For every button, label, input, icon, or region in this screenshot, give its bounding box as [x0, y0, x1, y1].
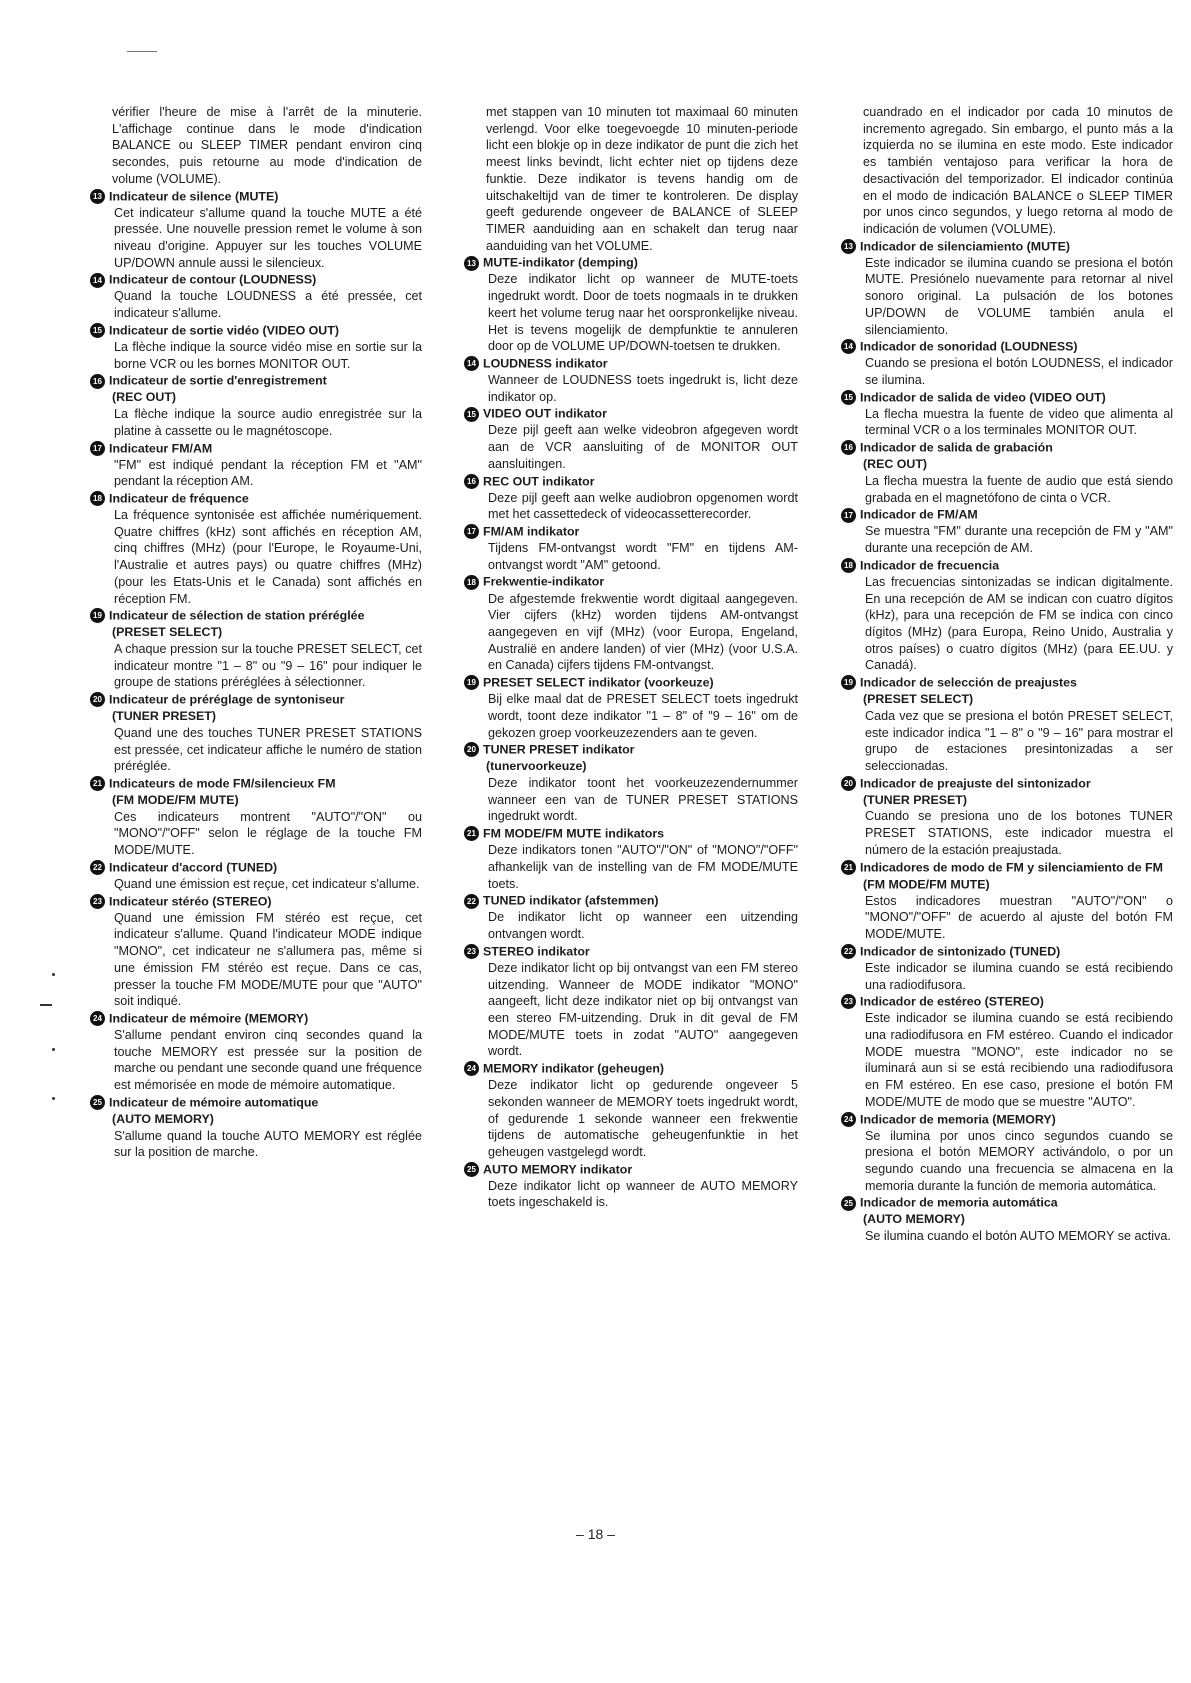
- indicator-description: De indikator licht op wanneer een uitzending ontvangen wordt.: [488, 910, 798, 942]
- item-number-badge: 21: [841, 860, 856, 875]
- indicator-title: Indicateur de mémoire automatique: [109, 1095, 319, 1110]
- indicator-description: "FM" est indiqué pendant la réception FM et "AM" pendant la réception AM.: [114, 457, 422, 489]
- column-intro: vérifier l'heure de mise à l'arrêt de la minuterie. L'affichage continue dans le mode d'indication BALANCE ou SLEEP TIMER pendant environ cinq secondes, puis retourne au mode d'indication de volume (VOLUME).: [112, 105, 422, 186]
- column-spanish: [844, 104, 1173, 1245]
- item-number-badge: 14: [464, 356, 479, 371]
- item-number-badge: 20: [464, 742, 479, 757]
- indicator-item: [844, 238, 1173, 339]
- item-number-badge: 24: [464, 1061, 479, 1076]
- indicator-description: S'allume pendant environ cinq secondes quand la touche MEMORY est pressée sur la position de marche ou pendant une seconde quand une fréquence est mémorisée en mode de mémoire automatique.: [114, 1027, 422, 1093]
- scan-mark: [52, 1097, 55, 1100]
- indicator-item: [467, 1060, 798, 1161]
- indicator-title-line2: (FM MODE/FM MUTE): [112, 793, 239, 808]
- indicator-title: Indicador de memoria (MEMORY): [860, 1111, 1056, 1126]
- indicator-item: [844, 775, 1173, 859]
- indicator-title: FM/AM indikator: [483, 524, 580, 539]
- item-number-badge: 20: [90, 692, 105, 707]
- indicator-item: [93, 1010, 422, 1094]
- indicator-description: Las frecuencias sintonizadas se indican digitalmente. En una recepción de AM se indican con cuatro dígitos (kHz), para una recepción de FM se indica con cinco dígitos (MHz) (para Europa, Reino Unido, Australia y otros países) o cuatro dígitos (MHz) (para EE.UU. y Canadá).: [865, 574, 1173, 673]
- indicator-title: AUTO MEMORY indikator: [483, 1161, 633, 1176]
- indicator-description: Deze indikator licht op bij ontvangst van een FM stereo uitzending. Wanneer de MODE indikator "MONO" aangeeft, licht deze indikator niet op bij ontvangst van een stereo FM-uitzending. Druk in dit geval de FM MODE/MUTE toets in zodat "AUTO" aangegeven wordt.: [488, 960, 798, 1059]
- indicator-heading: [93, 1094, 422, 1128]
- indicator-item: [467, 741, 798, 825]
- indicator-title: Indicador de sonoridad (LOUDNESS): [860, 339, 1078, 354]
- indicator-heading: [467, 355, 798, 372]
- indicator-item: [844, 1194, 1173, 1244]
- indicator-description: Ces indicateurs montrent "AUTO"/"ON" ou "MONO"/"OFF" selon le réglage de la touche FM MODE/MUTE.: [114, 809, 422, 858]
- item-number-badge: 18: [464, 575, 479, 590]
- indicator-title: Indicador de selección de preajustes: [860, 675, 1077, 690]
- indicator-title: Indicador de frecuencia: [860, 558, 1000, 573]
- item-number-badge: 14: [90, 273, 105, 288]
- indicator-item: [93, 859, 422, 893]
- indicator-item: [93, 691, 422, 775]
- item-number-badge: 23: [464, 944, 479, 959]
- indicator-heading: [93, 1010, 422, 1027]
- indicator-heading: [844, 775, 1173, 809]
- page-number: – 18 –: [576, 1526, 615, 1542]
- indicator-description: A chaque pression sur la touche PRESET SELECT, cet indicateur montre "1 – 8" ou "9 – 16" pour indiquer le groupe de stations préréglées à sélectionner.: [114, 642, 422, 690]
- scan-mark: [40, 1004, 52, 1006]
- indicator-title: REC OUT indikator: [483, 473, 595, 488]
- item-number-badge: 15: [841, 390, 856, 405]
- indicator-title: Indicateur stéréo (STEREO): [109, 894, 272, 908]
- indicator-title: TUNED indikator (afstemmen): [483, 893, 659, 908]
- indicator-item: [467, 892, 798, 942]
- indicator-title: Indicateur de mémoire (MEMORY): [109, 1011, 309, 1026]
- column-intro: met stappen van 10 minuten tot maximaal 60 minuten verlengd. Voor elke toegevoegde 10 minuten-periode licht een blokje op in deze indikator de punt die zich het meest links bevindt, licht echter niet op tijdens deze funktie. Deze indikator is tevens handig om de uitschakeltijd van de timer te kontroleren. De display geeft gedurende ongeveer de BALANCE of SLEEP TIMER aanduiding aan en schakelt dan terug naar aanduiding van het VOLUME.: [486, 105, 798, 253]
- indicator-heading: [93, 775, 422, 809]
- indicator-heading: [844, 389, 1173, 406]
- indicator-title: Indicateur d'accord (TUNED): [109, 860, 278, 875]
- item-number-badge: 20: [841, 776, 856, 791]
- indicator-description: Deze indikator licht op gedurende ongeveer 5 sekonden wanneer de MEMORY toets ingedrukt wordt, of gedurende 1 sekonde wanneer een frekwentie tijdens de automatische geheugenfunktie in het geheugen vastgelegd wordt.: [488, 1078, 798, 1159]
- item-number-badge: 13: [90, 189, 105, 204]
- item-number-badge: 15: [464, 407, 479, 422]
- indicator-title: Indicador de silenciamiento (MUTE): [860, 238, 1070, 253]
- indicator-description: Tijdens FM-ontvangst wordt "FM" en tijdens AM-ontvangst wordt "AM" getoond.: [488, 541, 798, 572]
- indicator-item: [844, 439, 1173, 506]
- indicator-description: Deze indikator licht op wanneer de AUTO MEMORY toets ingeschakeld is.: [488, 1178, 798, 1210]
- indicator-description: Deze pijl geeft aan welke videobron afgegeven wordt aan de VCR aansluiting of de MONITOR OUT aansluitingen.: [488, 423, 798, 471]
- indicator-description: Deze indikators tonen "AUTO"/"ON" of "MONO"/"OFF" afhankelijk van de instelling van de FM MODE/MUTE toets.: [488, 843, 798, 891]
- indicator-heading: [467, 1161, 798, 1178]
- indicator-heading: [467, 674, 798, 691]
- indicator-title-line2: (PRESET SELECT): [863, 692, 974, 707]
- indicator-heading: [93, 691, 422, 725]
- item-number-badge: 13: [464, 256, 479, 271]
- indicator-item: [93, 775, 422, 859]
- indicator-description: Este indicador se ilumina cuando se está recibiendo una radiodifusora.: [865, 960, 1173, 992]
- indicator-item: [844, 506, 1173, 556]
- indicator-item: [844, 338, 1173, 388]
- indicator-title-line2: (TUNER PRESET): [112, 709, 216, 724]
- indicator-heading: [467, 254, 798, 271]
- indicator-item: [93, 322, 422, 372]
- indicator-heading: [93, 490, 422, 507]
- item-number-badge: 18: [90, 491, 105, 506]
- item-number-badge: 23: [841, 994, 856, 1009]
- item-number-badge: 25: [464, 1162, 479, 1177]
- indicator-title-line2: (tunervoorkeuze): [486, 759, 587, 774]
- item-number-badge: 19: [464, 675, 479, 690]
- indicator-item: [93, 440, 422, 490]
- indicator-heading: [93, 607, 422, 641]
- indicator-item: [467, 573, 798, 674]
- item-number-badge: 25: [841, 1196, 856, 1211]
- item-number-badge: 16: [841, 440, 856, 455]
- indicator-heading: [467, 473, 798, 490]
- indicator-description: Quand une des touches TUNER PRESET STATIONS est pressée, cet indicateur affiche le numéro de station préréglée.: [114, 725, 422, 774]
- item-list: [844, 238, 1173, 1245]
- indicator-title: Indicador de salida de video (VIDEO OUT): [860, 390, 1106, 405]
- indicator-title-line2: (AUTO MEMORY): [863, 1212, 965, 1227]
- indicator-description: Cuando se presiona uno de los botones TUNER PRESET STATIONS, este indicador muestra el número de la estación preajustada.: [865, 809, 1173, 857]
- indicator-heading: [844, 1111, 1173, 1128]
- indicator-item: [93, 1094, 422, 1161]
- indicator-title: PRESET SELECT indikator (voorkeuze): [483, 675, 714, 690]
- item-number-badge: 24: [90, 1011, 105, 1026]
- item-number-badge: 17: [464, 524, 479, 539]
- indicator-item: [93, 490, 422, 607]
- indicator-description: La flèche indique la source vidéo mise en sortie sur la borne VCR ou les bornes MONITOR OUT.: [114, 339, 422, 371]
- indicator-title: FM MODE/FM MUTE indikators: [483, 826, 665, 841]
- indicator-item: [93, 188, 422, 272]
- item-number-badge: 14: [841, 339, 856, 354]
- column-intro: cuandrado en el indicador por cada 10 minutos de incremento agregado. Sin embargo, el punto más a la izquierda no se ilumina en este modo. Este indicador es también ventajoso para verificar la hora de desactivación del temporizador. El indicador continúa en el modo de indicación BALANCE o SLEEP TIMER por unos cinco segundos, y luego retorna al modo de indicación de volumen (VOLUME).: [863, 105, 1173, 236]
- indicator-item: [844, 943, 1173, 993]
- item-number-badge: 17: [90, 441, 105, 456]
- indicator-heading: [844, 674, 1173, 708]
- indicator-description: Cuando se presiona el botón LOUDNESS, el indicador se ilumina.: [865, 356, 1173, 387]
- indicator-heading: [93, 271, 422, 288]
- indicator-item: [844, 993, 1173, 1110]
- indicator-title: Indicador de salida de grabación: [860, 440, 1053, 455]
- indicator-description: Bij elke maal dat de PRESET SELECT toets ingedrukt wordt, toont deze indikator "1 – 8" of "9 – 16" om de gekozen groep voorkeuzezenders aan te geven.: [488, 692, 798, 740]
- indicator-item: [93, 607, 422, 691]
- indicator-title: Indicateur de sortie d'enregistrement: [109, 373, 327, 388]
- indicator-description: Se ilumina cuando el botón AUTO MEMORY se activa.: [865, 1229, 1171, 1244]
- item-number-badge: 21: [464, 826, 479, 841]
- indicator-description: Este indicador se ilumina cuando se presiona el botón MUTE. Presiónelo nuevamente para retornar al nivel sonoro original. La pulsación de los botones UP/DOWN de VOLUME también anula el silenciamiento.: [865, 255, 1173, 337]
- indicator-title: VIDEO OUT indikator: [483, 406, 607, 421]
- indicator-title: Indicador de estéreo (STEREO): [860, 994, 1044, 1009]
- indicator-title: Indicateur de fréquence: [109, 491, 249, 506]
- indicator-item: [844, 1111, 1173, 1195]
- scan-mark: [127, 51, 157, 52]
- indicator-description: Quand une émission est reçue, cet indicateur s'allume.: [114, 876, 420, 891]
- item-number-badge: 19: [841, 675, 856, 690]
- item-number-badge: 25: [90, 1095, 105, 1110]
- indicator-heading: [93, 188, 422, 205]
- indicator-description: Quand la touche LOUDNESS a été pressée, cet indicateur s'allume.: [114, 289, 422, 321]
- indicator-description: Se muestra "FM" durante una recepción de FM y "AM" durante una recepción de AM.: [865, 524, 1173, 556]
- indicator-title: Frekwentie-indikator: [483, 574, 605, 589]
- indicator-title-line2: (AUTO MEMORY): [112, 1111, 214, 1126]
- indicator-item: [844, 389, 1173, 439]
- item-number-badge: 21: [90, 776, 105, 791]
- indicator-title-line2: (REC OUT): [863, 457, 928, 472]
- indicator-title: Indicateur de sortie vidéo (VIDEO OUT): [109, 323, 339, 338]
- indicator-description: Cet indicateur s'allume quand la touche MUTE a été pressée. Une nouvelle pression remet le volume à son niveau d'origine. Appuyer sur les touches VOLUME UP/DOWN annule aussi le silencieux.: [114, 205, 422, 270]
- indicator-description: Se ilumina por unos cinco segundos cuando se presiona el botón MEMORY activándolo, o por un segundo cuando una frecuencia se almacena en la memoria durante la función de memoria automática.: [865, 1128, 1173, 1193]
- indicator-title: Indicador de memoria automática: [860, 1195, 1058, 1210]
- indicator-title: Indicateurs de mode FM/silencieux FM: [109, 776, 336, 791]
- indicator-description: De afgestemde frekwentie wordt digitaal aangegeven. Vier cijfers (kHz) worden tijdens AM-ontvangst aangegeven en vijf (MHz) (voor Europa, Engeland, Australië en andere landen) of vier (MHz) (voor U.S.A. en Canada) cijfers tijdens FM-ontvangst.: [488, 591, 798, 673]
- indicator-description: Quand une émission FM stéréo est reçue, cet indicateur s'allume. Quand l'indicateur MODE indique "MONO", cet indicateur ne s'allumera pas, même si une émission FM stéréo est reçue. Dans ce cas, presser la touche FM MODE/MUTE pour que "AUTO" soit indiqué.: [114, 910, 422, 1009]
- indicator-heading: [844, 338, 1173, 355]
- indicator-heading: [467, 405, 798, 422]
- indicator-title-line2: (PRESET SELECT): [112, 625, 223, 640]
- indicator-item: [467, 355, 798, 405]
- indicator-heading: [844, 859, 1173, 893]
- indicator-heading: [93, 859, 422, 876]
- item-number-badge: 19: [90, 608, 105, 623]
- indicator-description: S'allume quand la touche AUTO MEMORY est réglée sur la position de marche.: [114, 1128, 422, 1160]
- item-number-badge: 22: [90, 860, 105, 875]
- indicator-description: Wanneer de LOUDNESS toets ingedrukt is, licht deze indikator op.: [488, 372, 798, 404]
- indicator-heading: [93, 440, 422, 457]
- indicator-title: Indicadores de modo de FM y silenciamiento de FM (FM MODE/FM MUTE): [860, 859, 1163, 891]
- item-number-badge: 22: [841, 944, 856, 959]
- indicator-heading: [467, 825, 798, 842]
- column-dutch: [467, 104, 798, 1211]
- indicator-item: [467, 1161, 798, 1211]
- indicator-item: [93, 372, 422, 439]
- indicator-item: [467, 254, 798, 355]
- scan-mark: [52, 973, 55, 976]
- indicator-title: Indicador de FM/AM: [860, 507, 978, 522]
- indicator-title: Indicador de sintonizado (TUNED): [860, 944, 1061, 959]
- indicator-description: La flèche indique la source audio enregistrée sur la platine à cassette ou le magnétoscope.: [114, 407, 422, 438]
- scan-mark: [52, 1048, 55, 1051]
- indicator-title: Indicateur de silence (MUTE): [109, 188, 279, 203]
- indicator-heading: [93, 372, 422, 406]
- indicator-heading: [93, 893, 422, 910]
- item-number-badge: 15: [90, 323, 105, 338]
- indicator-title: Indicateur de sélection de station préréglée: [109, 608, 365, 623]
- indicator-item: [467, 674, 798, 741]
- indicator-heading: [467, 741, 798, 775]
- indicator-description: La flecha muestra la fuente de audio que está siendo grabada en el magnetófono de cinta o VCR.: [865, 473, 1173, 505]
- indicator-heading: [93, 322, 422, 339]
- item-number-badge: 24: [841, 1112, 856, 1127]
- indicator-description: La flecha muestra la fuente de video que alimenta al terminal VCR o a los terminales MONITOR OUT.: [865, 406, 1173, 438]
- indicator-heading: [844, 993, 1173, 1010]
- indicator-item: [467, 943, 798, 1060]
- indicator-description: Deze indikator licht op wanneer de MUTE-toets ingedrukt wordt. Door de toets nogmaals in te drukken keert het volume terug naar het oorspronkelijke niveau. Het is tevens mogelijk de dempfunktie te annuleren door op de VOLUME UP/DOWN-toetsen te drukken.: [488, 272, 798, 354]
- indicator-description: Deze indikator toont het voorkeuzezendernummer wanneer een van de TUNER PRESET STATIONS ingedrukt wordt.: [488, 776, 798, 824]
- indicator-item: [467, 405, 798, 472]
- indicator-title-line2: (REC OUT): [112, 390, 177, 405]
- item-list: [93, 188, 422, 1161]
- indicator-heading: [844, 943, 1173, 960]
- item-number-badge: 16: [90, 374, 105, 389]
- item-number-badge: 18: [841, 558, 856, 573]
- indicator-heading: [844, 439, 1173, 473]
- indicator-heading: [844, 238, 1173, 255]
- indicator-title: Indicateur de contour (LOUDNESS): [109, 272, 317, 287]
- indicator-heading: [467, 573, 798, 590]
- indicator-title: MUTE-indikator (demping): [483, 255, 638, 270]
- column-french: [93, 104, 422, 1161]
- indicator-heading: [844, 1194, 1173, 1228]
- indicator-title-line2: (TUNER PRESET): [863, 792, 967, 807]
- indicator-title: LOUDNESS indikator: [483, 356, 608, 371]
- item-number-badge: 22: [464, 894, 479, 909]
- indicator-heading: [467, 523, 798, 540]
- indicator-item: [93, 893, 422, 1010]
- indicator-heading: [467, 943, 798, 960]
- item-number-badge: 16: [464, 474, 479, 489]
- item-number-badge: 17: [841, 508, 856, 523]
- indicator-description: Cada vez que se presiona el botón PRESET SELECT, este indicador indica "1 – 8" o "9 – 16" para mostrar el grupo de estaciones presintonizadas a ser seleccionadas.: [865, 708, 1173, 773]
- indicator-item: [93, 271, 422, 321]
- indicator-heading: [467, 892, 798, 909]
- indicator-title: TUNER PRESET indikator: [483, 742, 635, 757]
- indicator-description: Estos indicadores muestran "AUTO"/"ON" o "MONO"/"OFF" de acuerdo al ajuste del botón FM MODE/MUTE.: [865, 893, 1173, 942]
- indicator-description: Este indicador se ilumina cuando se está recibiendo una radiodifusora en FM estéreo. Cuando el indicador MODE muestra "MONO", este indicador no se iluminará aun si se está recibiendo una radiodifusora en FM estéreo. En ese caso, presione el botón FM MODE/MUTE de modo que se muestre "AUTO".: [865, 1011, 1173, 1109]
- item-list: [467, 254, 798, 1211]
- indicator-item: [844, 557, 1173, 674]
- indicator-item: [844, 859, 1173, 943]
- indicator-description: La fréquence syntonisée est affichée numériquement. Quatre chiffres (kHz) sont affichés en réception AM, cinq chiffres (MHz) (pour l'Europe, le Royaume-Uni, l'Australie et autres pays) ou quatre chiffres (MHz) (pour les Etats-Unis et le Canada) sont affichés en réception FM.: [114, 508, 422, 606]
- indicator-title: Indicador de preajuste del sintonizador: [860, 776, 1091, 790]
- indicator-description: Deze pijl geeft aan welke audiobron opgenomen wordt met het cassettedeck of videocassetterecorder.: [488, 490, 798, 522]
- item-number-badge: 23: [90, 894, 105, 909]
- indicator-item: [467, 473, 798, 523]
- indicator-item: [844, 674, 1173, 775]
- indicator-heading: [467, 1060, 798, 1077]
- indicator-title: STEREO indikator: [483, 944, 590, 959]
- indicator-title: MEMORY indikator (geheugen): [483, 1061, 665, 1076]
- indicator-item: [467, 523, 798, 573]
- indicator-heading: [844, 506, 1173, 523]
- indicator-title: Indicateur de préréglage de syntoniseur: [109, 692, 345, 707]
- indicator-item: [467, 825, 798, 892]
- item-number-badge: 13: [841, 239, 856, 254]
- indicator-heading: [844, 557, 1173, 574]
- indicator-title: Indicateur FM/AM: [109, 440, 213, 455]
